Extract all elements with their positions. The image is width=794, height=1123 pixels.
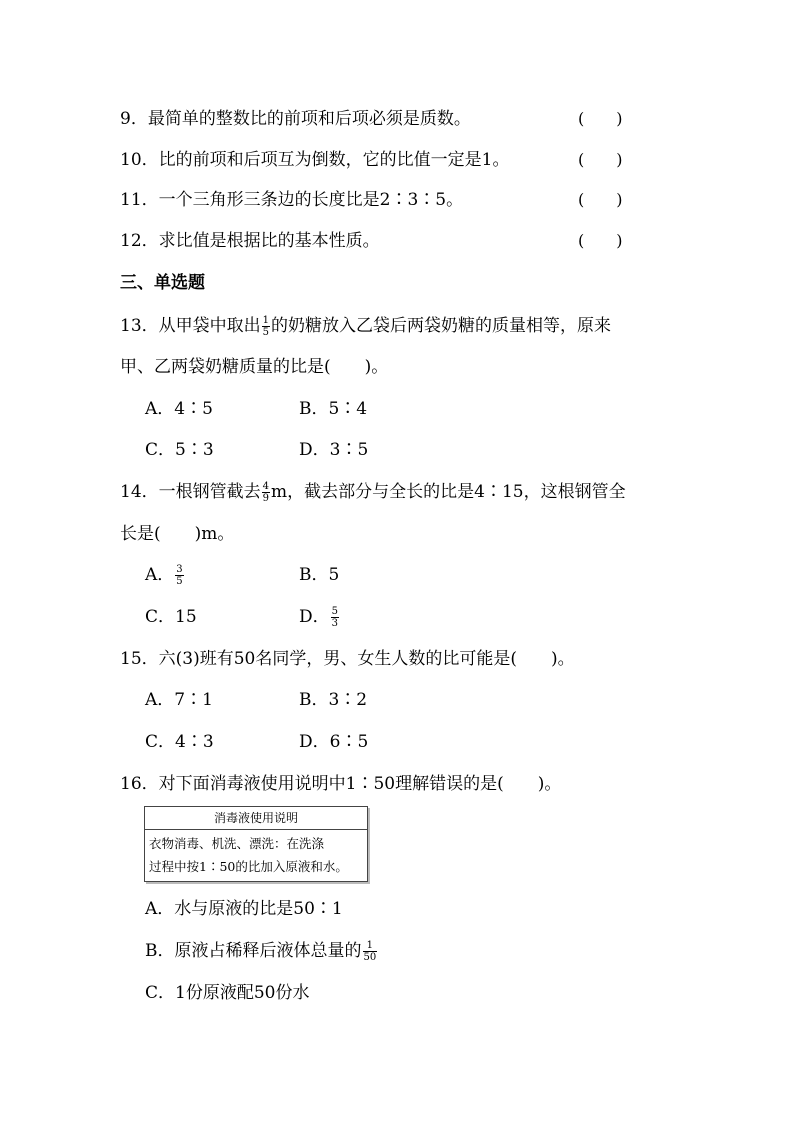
question-14-fraction	[262, 481, 270, 504]
fraction-numerator: 4	[262, 481, 270, 492]
fraction-denominator: 50	[363, 952, 377, 963]
question-13-option-b[interactable]: B．5∶4	[299, 399, 368, 419]
question-15-text: 15．六(3)班有50名同学，男、女生人数的比可能是( )。	[120, 649, 575, 669]
question-13-option-c[interactable]: C．5∶3	[145, 440, 214, 460]
question-16-option-c[interactable]: C．1份原液配50份水	[145, 983, 310, 1003]
question-15-option-d[interactable]: D．6∶5	[299, 732, 369, 752]
fraction-denominator: 5	[262, 327, 270, 338]
option-b-text: B．原液占稀释后液体总量的	[145, 941, 362, 961]
fraction-denominator: 5	[176, 576, 183, 587]
box-title: 消毒液使用说明	[145, 807, 367, 830]
question-14-option-d[interactable]	[299, 606, 340, 629]
box-body	[145, 830, 367, 878]
question-14-line1	[120, 481, 626, 504]
option-d-fraction	[331, 606, 339, 629]
question-10-answer-blank: ( )	[578, 150, 623, 169]
question-11-answer-blank: ( )	[578, 190, 623, 209]
fraction-denominator: 9	[262, 493, 270, 504]
disinfectant-instructions-box	[144, 806, 368, 882]
question-9-text: 9．最简单的整数比的前项和后项必须是质数。	[120, 109, 471, 129]
fraction-numerator: 1	[262, 315, 270, 326]
option-label: D．	[299, 607, 330, 627]
fraction-numerator: 1	[363, 940, 378, 952]
question-10-text: 10．比的前项和后项互为倒数，它的比值一定是1。	[120, 150, 510, 170]
question-9-answer-blank: ( )	[578, 109, 623, 128]
question-15-option-c[interactable]: C．4∶3	[145, 732, 214, 752]
question-16-option-b[interactable]	[145, 940, 378, 963]
question-16-option-a[interactable]: A．水与原液的比是50∶1	[145, 899, 343, 919]
question-11-text: 11．一个三角形三条边的长度比是2∶3∶5。	[120, 190, 464, 210]
question-12-answer-blank: ( )	[578, 231, 623, 250]
question-14-pre: 14．一根钢管截去	[120, 482, 261, 502]
question-14-option-b[interactable]: B．5	[299, 565, 340, 585]
question-13-option-a[interactable]: A．4∶5	[145, 399, 213, 419]
box-line-1: 衣物消毒、机洗、漂洗：在洗涤	[149, 836, 325, 851]
question-13-option-d[interactable]: D．3∶5	[299, 440, 369, 460]
question-15-option-a[interactable]: A．7∶1	[145, 690, 213, 710]
question-13-fraction	[262, 315, 270, 338]
fraction-numerator: 5	[331, 606, 339, 617]
fraction-numerator: 3	[176, 564, 183, 575]
question-14-line2: 长是( )m。	[120, 524, 235, 544]
fraction-denominator: 3	[331, 618, 339, 629]
question-12-text: 12．求比值是根据比的基本性质。	[120, 231, 380, 251]
question-13-pre: 13．从甲袋中取出	[120, 316, 261, 336]
question-14-option-c[interactable]: C．15	[145, 607, 197, 627]
option-label: A．	[145, 565, 175, 585]
question-15-option-b[interactable]: B．3∶2	[299, 690, 368, 710]
question-14-post: m，截去部分与全长的比是4∶15，这根钢管全	[271, 482, 626, 502]
box-line-2: 过程中按1∶50的比加入原液和水。	[149, 859, 348, 874]
section-title: 三、单选题	[120, 273, 205, 293]
question-13-line1	[120, 315, 611, 338]
option-a-fraction	[175, 564, 183, 587]
question-14-option-a[interactable]	[145, 564, 185, 587]
question-13-post: 的奶糖放入乙袋后两袋奶糖的质量相等，原来	[271, 316, 612, 336]
question-13-line2: 甲、乙两袋奶糖质量的比是( )。	[120, 357, 389, 377]
option-b-fraction	[363, 940, 378, 963]
question-16-text: 16．对下面消毒液使用说明中1∶50理解错误的是( )。	[120, 774, 562, 794]
